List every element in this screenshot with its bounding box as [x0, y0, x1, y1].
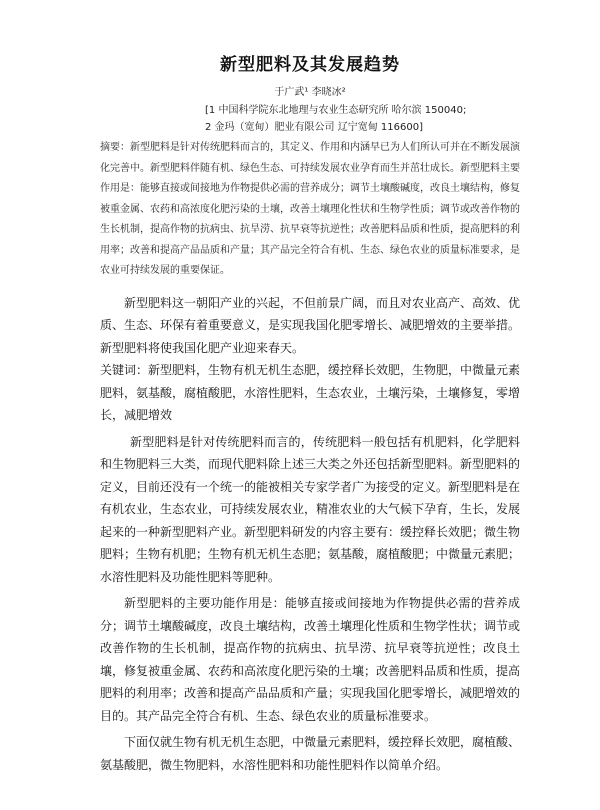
affiliation-2: 2 金玛（宽甸）肥业有限公司 辽宁宽甸 116600] — [205, 122, 423, 133]
affiliation-1: [1 中国科学院东北地理与农业生态研究所 哈尔滨 150040; — [205, 105, 467, 116]
body-paragraph-3: 下面仅就生物有机无机生态肥，中微量元素肥料，缓控释长效肥，腐植酸、氨基酸肥，微生物肥料，水溶性肥料和功能性肥料作以简单介绍。 — [100, 735, 521, 772]
paper-title: 新型肥料及其发展趋势 — [220, 55, 400, 75]
body-paragraph-1: 新型肥料是针对传统肥料而言的，传统肥料一般包括有机肥料，化学肥料和生物肥料三大类，而现代肥料除上述三大类之外还包括新型肥料。新型肥料的定义，目前还没有一个统一的能被相关专家学者广为接受的定义。新型肥料是在有机农业，生态农业，可持续发展农业，精准农业的大气候下孕育，生长，发展起来的一种新型肥料产业。新型肥料研发的内容主要有：缓控释长效肥；微生物肥料；生物有机肥；生物有机无机生态肥；氨基酸，腐植酸肥；中微量元素肥；水溶性肥料及功能性肥料等肥种。 — [100, 434, 521, 584]
document-page — [0, 50, 600, 810]
author-line: 于广武¹ 李晓冰² — [274, 87, 346, 98]
keywords: 关键词：新型肥料，生物有机无机生态肥，缓控释长效肥，生物肥，中微量元素肥料，氨基酸，腐植酸肥，水溶性肥料，生态农业，土壤污染，土壤修复，零增长，减肥增效 — [100, 363, 521, 422]
affiliations — [205, 102, 520, 136]
intro-paragraph: 新型肥料这一朝阳产业的兴起，不但前景广阔，而且对农业高产、高效、优质、生态、环保有着重要意义，是实现我国化肥零增长、减肥增效的主要举措。新型肥料将使我国化肥产业迎来春天。 — [100, 295, 521, 355]
abstract: 摘要：新型肥料是针对传统肥料而言的，其定义、作用和内涵早已为人们所认可并在不断发展演化完善中。新型肥料伴随有机、绿色生态、可持续发展农业孕育而生并茁壮成长。新型肥料主要作用是：能够直接或间接地为作物提供必需的营养成分；调节土壤酸碱度，改良土壤结构，修复被重金属、农药和高浓度化肥污染的土壤，改善土壤理化性状和生物学性质；调节或改善作物的生长机制，提高作物的抗病虫、抗旱涝、抗早衰等抗逆性；改善肥料品质和性质，提高肥料的利用率；改善和提高产品品质和产量；其产品完全符合有机、生态、绿色农业的质量标准要求，是农业可持续发展的重要保证。 — [100, 142, 520, 276]
body-paragraph-2: 新型肥料的主要功能作用是：能够直接或间接地为作物提供必需的营养成分；调节土壤酸碱度，改良土壤结构，改善土壤理化性质和生物学性状；调节或改善作物的生长机制，提高作物的抗病虫、抗旱涝、抗早衰等抗逆性；改良土壤，修复被重金属、农药和高浓度化肥污染的土壤；改善肥料品质和性质，提高肥料的利用率；改善和提高产品品质和产量；实现我国化肥零增长，减肥增效的目的。其产品完全符合有机、生态、绿色农业的质量标准要求。 — [100, 596, 521, 723]
